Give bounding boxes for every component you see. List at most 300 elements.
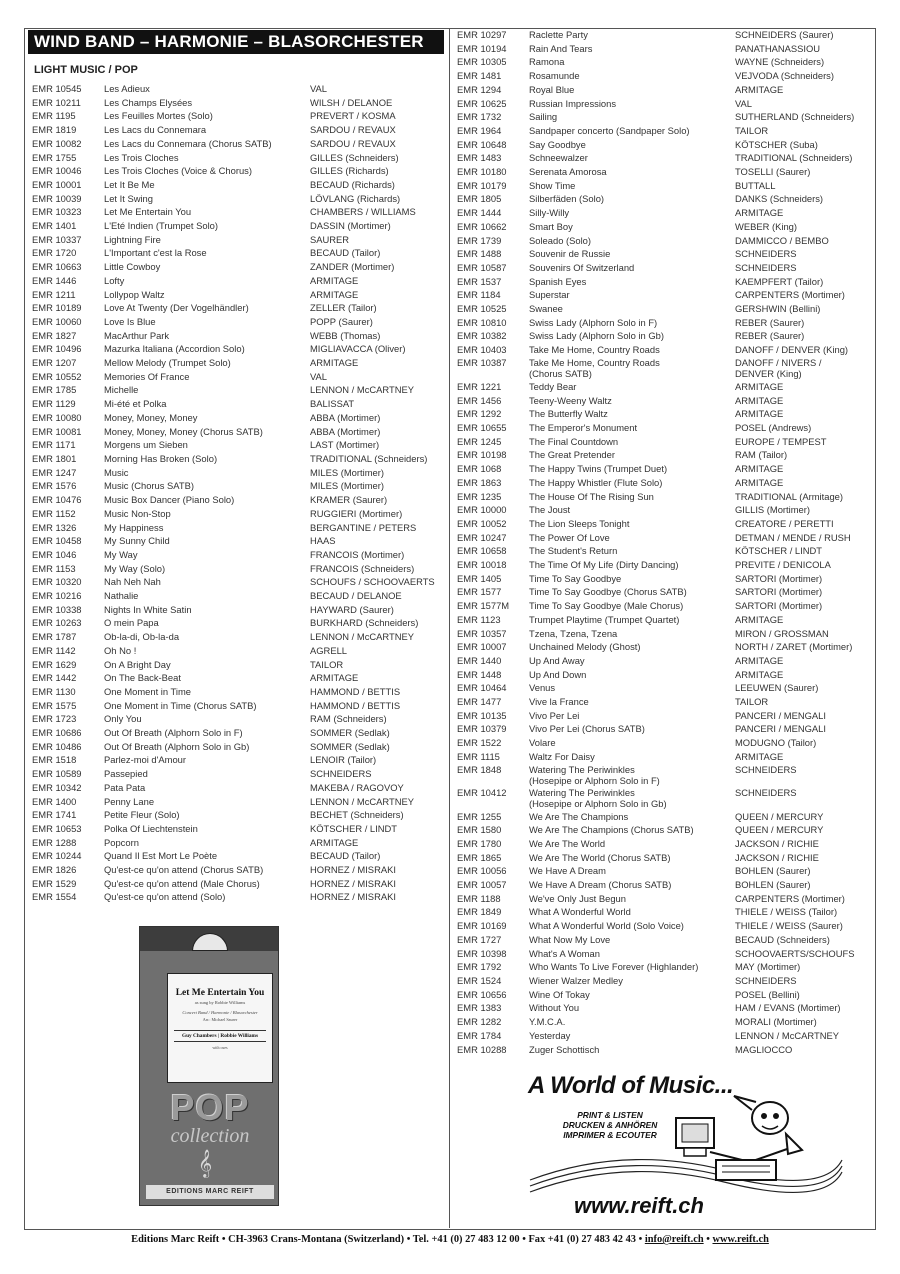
item-composer-block bbox=[310, 699, 446, 713]
item-composer: BALISSAT bbox=[310, 398, 355, 410]
item-composer-block bbox=[735, 247, 871, 261]
item-composer: TAILOR bbox=[310, 658, 344, 670]
item-composer: TRADITIONAL (Armitage) bbox=[735, 490, 843, 502]
catalog-row bbox=[457, 69, 871, 83]
item-title-block bbox=[104, 151, 310, 165]
item-composer-block bbox=[310, 315, 446, 329]
item-code: EMR 1755 bbox=[32, 151, 77, 163]
item-title-block bbox=[104, 740, 310, 754]
item-composer: DANOFF / DENVER (King) bbox=[735, 344, 849, 356]
item-title-block bbox=[104, 260, 310, 274]
item-composer: SOMMER (Sedlak) bbox=[310, 740, 390, 752]
item-title-block bbox=[104, 438, 310, 452]
item-title-block bbox=[104, 205, 310, 219]
item-code: EMR 10135 bbox=[457, 709, 507, 721]
item-composer-block bbox=[310, 616, 446, 630]
item-title: Penny Lane bbox=[104, 795, 155, 807]
item-code: EMR 10169 bbox=[457, 920, 507, 932]
item-title-block bbox=[104, 507, 310, 521]
item-code: EMR 1732 bbox=[457, 111, 502, 123]
pop-collection-cover bbox=[139, 926, 279, 1206]
item-code: EMR 1247 bbox=[32, 466, 77, 478]
item-composer: ARMITAGE bbox=[735, 83, 784, 95]
catalog-row bbox=[32, 137, 446, 151]
item-title-block bbox=[529, 343, 735, 357]
item-composer-block bbox=[735, 69, 871, 83]
catalog-row bbox=[457, 462, 871, 476]
ad-taglines bbox=[540, 1110, 680, 1140]
catalog-row bbox=[457, 394, 871, 408]
item-title: Parlez-moi d'Amour bbox=[104, 754, 187, 766]
catalog-row bbox=[457, 892, 871, 906]
item-composer: CHAMBERS / WILLIAMS bbox=[310, 206, 416, 218]
catalog-row bbox=[457, 261, 871, 275]
item-composer: KÖTSCHER / LINDT bbox=[735, 545, 822, 557]
catalog-row bbox=[457, 851, 871, 865]
item-code: EMR 10001 bbox=[32, 178, 82, 190]
item-title-block bbox=[104, 383, 310, 397]
item-composer-block bbox=[310, 288, 446, 302]
item-composer: SUTHERLAND (Schneiders) bbox=[735, 111, 855, 123]
item-composer-block bbox=[735, 810, 871, 824]
item-code: EMR 1577 bbox=[457, 586, 502, 598]
item-composer: SOMMER (Sedlak) bbox=[310, 727, 390, 739]
item-composer-block bbox=[735, 435, 871, 449]
item-composer-block bbox=[735, 1043, 871, 1057]
item-composer: GILLES (Schneiders) bbox=[310, 151, 399, 163]
item-composer-block bbox=[310, 178, 446, 192]
item-title: My Way bbox=[104, 548, 138, 560]
cover-note: with cues bbox=[212, 1045, 228, 1050]
item-title: Time To Say Goodbye bbox=[529, 572, 622, 584]
item-composer-block bbox=[735, 905, 871, 919]
item-title-block bbox=[529, 613, 735, 627]
item-composer: BECHET (Schneiders) bbox=[310, 809, 404, 821]
item-composer-continued: DENVER (King) bbox=[735, 368, 802, 380]
item-title-block bbox=[104, 137, 310, 151]
item-composer: MIRON / GROSSMAN bbox=[735, 627, 829, 639]
item-composer: TRADITIONAL (Schneiders) bbox=[735, 152, 853, 164]
catalog-row bbox=[32, 534, 446, 548]
item-composer-block bbox=[310, 137, 446, 151]
item-code: EMR 10686 bbox=[32, 727, 82, 739]
item-code: EMR 1524 bbox=[457, 975, 502, 986]
item-title: Memories Of France bbox=[104, 370, 190, 382]
item-composer-block bbox=[735, 709, 871, 723]
item-composer: ARMITAGE bbox=[735, 380, 784, 392]
item-composer-block bbox=[310, 658, 446, 672]
catalog-row bbox=[32, 644, 446, 658]
item-title: Let It Be Me bbox=[104, 178, 155, 190]
item-composer-block bbox=[735, 1001, 871, 1015]
item-title: The Lion Sleeps Tonight bbox=[529, 517, 630, 529]
footer-email-link[interactable]: info@reift.ch bbox=[644, 1234, 704, 1245]
item-composer-block bbox=[735, 764, 871, 787]
item-composer: CARPENTERS (Mortimer) bbox=[735, 892, 845, 904]
item-title-block bbox=[104, 603, 310, 617]
item-title-block bbox=[529, 234, 735, 248]
item-title-block bbox=[529, 394, 735, 408]
catalog-row bbox=[457, 206, 871, 220]
item-composer-block bbox=[310, 534, 446, 548]
item-code: EMR 1723 bbox=[32, 713, 77, 725]
item-composer: SCHNEIDERS bbox=[310, 768, 372, 780]
catalog-row bbox=[32, 658, 446, 672]
item-composer: ARMITAGE bbox=[735, 476, 784, 488]
item-title-block bbox=[529, 681, 735, 695]
item-composer-block bbox=[310, 383, 446, 397]
item-title: Nights In White Satin bbox=[104, 603, 192, 615]
item-title: Lightning Fire bbox=[104, 233, 161, 245]
catalog-row bbox=[32, 178, 446, 192]
item-composer: GILLIS (Mortimer) bbox=[735, 504, 811, 516]
item-composer-block bbox=[735, 97, 871, 111]
item-title-block bbox=[529, 640, 735, 654]
item-code: EMR 10403 bbox=[457, 344, 507, 356]
catalog-row bbox=[32, 260, 446, 274]
item-code: EMR 1129 bbox=[32, 398, 76, 410]
item-composer: CREATORE / PERETTI bbox=[735, 517, 834, 529]
item-composer: ARMITAGE bbox=[735, 668, 784, 680]
item-title-block bbox=[529, 28, 735, 42]
item-title-block bbox=[529, 69, 735, 83]
item-code: EMR 1184 bbox=[457, 289, 501, 301]
item-title: Qu'est-ce qu'on attend (Chorus SATB) bbox=[104, 864, 264, 876]
item-code: EMR 1294 bbox=[457, 83, 502, 95]
item-composer-block bbox=[735, 681, 871, 695]
item-title: Up And Down bbox=[529, 668, 587, 680]
item-title-continued: (Hosepipe or Alphorn Solo in F) bbox=[529, 775, 660, 787]
item-composer-block bbox=[735, 503, 871, 517]
item-code: EMR 10648 bbox=[457, 138, 507, 150]
item-title-block bbox=[104, 712, 310, 726]
catalog-row bbox=[32, 342, 446, 356]
item-composer-block bbox=[735, 640, 871, 654]
item-title-block bbox=[529, 490, 735, 504]
catalog-row bbox=[32, 740, 446, 754]
item-composer-block bbox=[310, 233, 446, 247]
item-composer: SCHOOVAERTS/SCHOUFS bbox=[735, 947, 855, 959]
item-code: EMR 10525 bbox=[457, 303, 507, 315]
item-composer-block bbox=[310, 644, 446, 658]
item-composer-block bbox=[735, 165, 871, 179]
item-title-block bbox=[104, 164, 310, 178]
item-title-block bbox=[104, 575, 310, 589]
item-code: EMR 1255 bbox=[457, 810, 502, 822]
catalog-row bbox=[457, 736, 871, 750]
catalog-row bbox=[32, 726, 446, 740]
item-title-block bbox=[104, 795, 310, 809]
item-code: EMR 1787 bbox=[32, 631, 77, 643]
item-code: EMR 1292 bbox=[457, 408, 502, 420]
item-title-block bbox=[529, 722, 735, 736]
item-composer: ARMITAGE bbox=[735, 613, 784, 625]
ad-url[interactable]: www.reift.ch bbox=[574, 1193, 704, 1218]
catalog-row bbox=[457, 380, 871, 394]
item-title-block bbox=[104, 808, 310, 822]
item-title: O mein Papa bbox=[104, 617, 159, 629]
item-composer: SARDOU / REVAUX bbox=[310, 137, 396, 149]
item-composer: THIELE / WEISS (Saurer) bbox=[735, 920, 843, 932]
catalog-row bbox=[457, 234, 871, 248]
item-composer-block bbox=[310, 562, 446, 576]
item-composer-block bbox=[310, 726, 446, 740]
catalog-row bbox=[457, 421, 871, 435]
item-composer-block bbox=[310, 109, 446, 123]
item-title: Love Is Blue bbox=[104, 315, 156, 327]
item-composer-block bbox=[735, 988, 871, 1002]
item-composer-block bbox=[310, 452, 446, 466]
item-title-block bbox=[529, 864, 735, 878]
catalog-row bbox=[457, 55, 871, 69]
catalog-row bbox=[457, 407, 871, 421]
catalog-row bbox=[32, 109, 446, 123]
catalog-row bbox=[32, 877, 446, 891]
item-code: EMR 1188 bbox=[457, 892, 501, 904]
item-title-block bbox=[529, 947, 735, 961]
item-title-block bbox=[104, 109, 310, 123]
item-composer-block bbox=[735, 476, 871, 490]
item-code: EMR 10081 bbox=[32, 425, 82, 437]
item-composer-block bbox=[735, 823, 871, 837]
item-composer-block bbox=[310, 781, 446, 795]
catalog-row bbox=[457, 42, 871, 56]
item-title-block bbox=[104, 96, 310, 110]
catalog-row bbox=[457, 138, 871, 152]
catalog-row bbox=[457, 681, 871, 695]
item-composer-block bbox=[735, 919, 871, 933]
item-title: Up And Away bbox=[529, 654, 585, 666]
item-code: EMR 1529 bbox=[32, 877, 77, 889]
item-code: EMR 1522 bbox=[457, 737, 502, 749]
catalog-row bbox=[32, 425, 446, 439]
item-composer: BECAUD (Richards) bbox=[310, 178, 395, 190]
item-title: We Have A Dream (Chorus SATB) bbox=[529, 879, 672, 891]
item-composer: HAAS bbox=[310, 535, 336, 547]
footer-web-link[interactable]: www.reift.ch bbox=[712, 1234, 769, 1245]
catalog-row bbox=[457, 974, 871, 988]
catalog-row bbox=[32, 849, 446, 863]
item-composer: BUTTALL bbox=[735, 179, 776, 191]
item-code: EMR 10458 bbox=[32, 535, 82, 547]
catalog-row bbox=[32, 521, 446, 535]
item-code: EMR 1446 bbox=[32, 274, 77, 286]
catalog-row bbox=[457, 124, 871, 138]
catalog-row bbox=[32, 890, 446, 904]
item-composer-block bbox=[735, 55, 871, 69]
item-composer: MAY (Mortimer) bbox=[735, 961, 801, 973]
item-title-block bbox=[529, 654, 735, 668]
item-composer-block bbox=[735, 42, 871, 56]
item-composer-block bbox=[310, 740, 446, 754]
catalog-row bbox=[457, 316, 871, 330]
item-code: EMR 1171 bbox=[32, 439, 76, 451]
item-title: Polka Of Liechtenstein bbox=[104, 822, 198, 834]
item-composer: MAKEBA / RAGOVOY bbox=[310, 781, 404, 793]
catalog-row bbox=[457, 864, 871, 878]
item-title: Les Adieux bbox=[104, 83, 150, 94]
catalog-row bbox=[457, 288, 871, 302]
item-code: EMR 10247 bbox=[457, 531, 507, 543]
item-code: EMR 1819 bbox=[32, 124, 77, 136]
item-title-block bbox=[104, 219, 310, 233]
item-code: EMR 1401 bbox=[32, 220, 77, 232]
item-title: Swiss Lady (Alphorn Solo in Gb) bbox=[529, 330, 664, 342]
item-title-block bbox=[529, 960, 735, 974]
item-title-block bbox=[104, 178, 310, 192]
item-code: EMR 1130 bbox=[32, 685, 76, 697]
item-composer: ARMITAGE bbox=[735, 408, 784, 420]
ad-title: A World of Music... bbox=[528, 1072, 734, 1099]
item-composer-block bbox=[735, 407, 871, 421]
item-title: Teeny-Weeny Waltz bbox=[529, 394, 612, 406]
catalog-row bbox=[457, 668, 871, 682]
item-title-block bbox=[104, 616, 310, 630]
item-code: EMR 1518 bbox=[32, 754, 77, 766]
item-title-block bbox=[104, 370, 310, 384]
item-composer: BOHLEN (Saurer) bbox=[735, 865, 811, 877]
catalog-row bbox=[32, 767, 446, 781]
item-code: EMR 10337 bbox=[32, 233, 82, 245]
item-title-block bbox=[529, 558, 735, 572]
item-composer-block bbox=[310, 466, 446, 480]
item-composer-block bbox=[310, 438, 446, 452]
item-composer-block bbox=[310, 301, 446, 315]
item-composer-block bbox=[735, 302, 871, 316]
item-title: What A Wonderful World bbox=[529, 906, 631, 918]
catalog-row bbox=[32, 246, 446, 260]
catalog-row bbox=[32, 548, 446, 562]
catalog-row bbox=[32, 315, 446, 329]
catalog-row bbox=[32, 438, 446, 452]
item-code: EMR 10476 bbox=[32, 494, 82, 506]
item-title-block bbox=[529, 357, 735, 380]
catalog-row bbox=[457, 490, 871, 504]
item-code: EMR 1481 bbox=[457, 70, 502, 82]
item-composer: VAL bbox=[310, 83, 328, 94]
cover-arranger: Arr.: Michael Saurer bbox=[202, 1017, 238, 1022]
section-title: LIGHT MUSIC / POP bbox=[34, 64, 138, 76]
catalog-row bbox=[32, 712, 446, 726]
item-title: Lofty bbox=[104, 274, 125, 286]
item-code: EMR 10305 bbox=[457, 56, 507, 68]
item-code: EMR 10342 bbox=[32, 781, 82, 793]
item-title-block bbox=[104, 233, 310, 247]
item-title: Sandpaper concerto (Sandpaper Solo) bbox=[529, 124, 690, 136]
item-title: Ramona bbox=[529, 56, 565, 68]
item-code: EMR 10056 bbox=[457, 865, 507, 877]
item-composer: BERGANTINE / PETERS bbox=[310, 521, 417, 533]
item-code: EMR 10046 bbox=[32, 165, 82, 177]
item-composer: MILES (Mortimer) bbox=[310, 480, 384, 492]
item-composer-block bbox=[310, 82, 446, 96]
item-title-block bbox=[104, 534, 310, 548]
item-title-block bbox=[529, 179, 735, 193]
item-composer-block bbox=[310, 397, 446, 411]
item-title-block bbox=[529, 1043, 735, 1057]
item-composer: QUEEN / MERCURY bbox=[735, 810, 824, 822]
item-composer: MORALI (Mortimer) bbox=[735, 1016, 817, 1028]
item-title-block bbox=[104, 123, 310, 137]
item-code: EMR 10379 bbox=[457, 723, 507, 735]
item-title: Little Cowboy bbox=[104, 261, 161, 273]
item-composer: LENOIR (Tailor) bbox=[310, 754, 377, 766]
item-title: Money, Money, Money (Chorus SATB) bbox=[104, 425, 263, 437]
item-code: EMR 10189 bbox=[32, 302, 82, 314]
item-title: Souvenir de Russie bbox=[529, 248, 611, 260]
item-title: What's A Woman bbox=[529, 947, 600, 959]
catalog-row bbox=[457, 247, 871, 261]
item-title-block bbox=[104, 849, 310, 863]
item-title: The Happy Twins (Trumpet Duet) bbox=[529, 463, 668, 475]
item-title: Teddy Bear bbox=[529, 380, 577, 392]
catalog-row bbox=[32, 301, 446, 315]
catalog-row bbox=[457, 585, 871, 599]
item-title-block bbox=[529, 462, 735, 476]
item-title: My Way (Solo) bbox=[104, 562, 166, 574]
item-title-block bbox=[104, 644, 310, 658]
item-title-block bbox=[529, 448, 735, 462]
item-composer-block bbox=[310, 575, 446, 589]
item-composer-block bbox=[735, 462, 871, 476]
item-title-block bbox=[529, 329, 735, 343]
footer-contact: Editions Marc Reift • CH-3963 Crans-Montana (Switzerland) • Tel. +41 (0) 27 483 12 00 • Fax +41 (0) 27 483 42 43 • bbox=[131, 1234, 645, 1245]
item-title-block bbox=[104, 781, 310, 795]
item-title: We Have A Dream bbox=[529, 865, 606, 877]
catalog-row bbox=[32, 397, 446, 411]
item-title-block bbox=[529, 110, 735, 124]
item-composer-block bbox=[735, 138, 871, 152]
item-title: We Are The Champions bbox=[529, 810, 629, 822]
item-composer: TRADITIONAL (Schneiders) bbox=[310, 452, 428, 464]
item-code: EMR 1964 bbox=[457, 124, 502, 136]
item-title-block bbox=[529, 572, 735, 586]
item-title: Show Time bbox=[529, 179, 576, 191]
item-composer-block bbox=[310, 795, 446, 809]
catalog-row bbox=[32, 123, 446, 137]
item-title: Oh No ! bbox=[104, 644, 137, 656]
item-title: Vivo Per Lei (Chorus SATB) bbox=[529, 723, 645, 735]
item-composer-block bbox=[735, 599, 871, 613]
item-composer-block bbox=[735, 448, 871, 462]
item-composer: SARTORI (Mortimer) bbox=[735, 586, 823, 598]
item-composer-block bbox=[735, 83, 871, 97]
item-code: EMR 10216 bbox=[32, 590, 82, 602]
catalog-row bbox=[32, 233, 446, 247]
item-title: Take Me Home, Country Roads bbox=[529, 356, 660, 368]
item-title-block bbox=[529, 380, 735, 394]
item-composer-block bbox=[310, 356, 446, 370]
item-composer: PREVITE / DENICOLA bbox=[735, 559, 831, 571]
item-code: EMR 10320 bbox=[32, 576, 82, 588]
item-composer: ARMITAGE bbox=[735, 654, 784, 666]
catalog-row bbox=[32, 192, 446, 206]
catalog-row bbox=[32, 685, 446, 699]
item-title-block bbox=[529, 192, 735, 206]
item-title: Money, Money, Money bbox=[104, 411, 198, 423]
item-code: EMR 1739 bbox=[457, 234, 502, 246]
item-composer-block bbox=[310, 671, 446, 685]
item-title: Tzena, Tzena, Tzena bbox=[529, 627, 618, 639]
item-code: EMR 1383 bbox=[457, 1002, 502, 1014]
item-code: EMR 1849 bbox=[457, 906, 502, 918]
item-code: EMR 1288 bbox=[32, 836, 77, 848]
item-composer: HAMMOND / BETTIS bbox=[310, 685, 401, 697]
item-composer: EUROPE / TEMPEST bbox=[735, 435, 827, 447]
item-title-block bbox=[529, 695, 735, 709]
item-composer: POSEL (Andrews) bbox=[735, 421, 812, 433]
cover-title-panel bbox=[167, 973, 273, 1083]
